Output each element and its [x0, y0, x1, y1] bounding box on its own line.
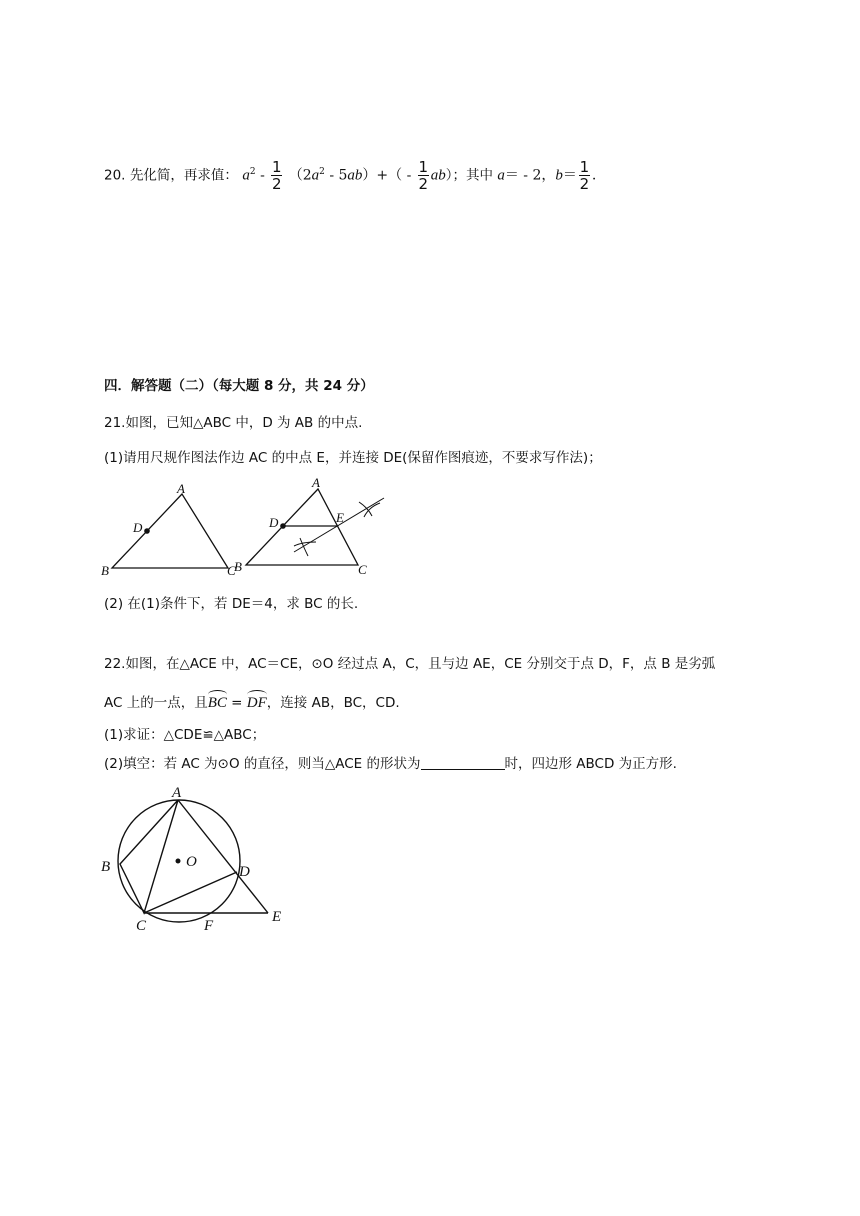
fraction-denominator: 2: [418, 175, 429, 193]
q22-part2: [104, 752, 677, 772]
q20-prompt: 先化简，再求值：: [129, 167, 238, 184]
fraction-denominator: 2: [579, 175, 590, 193]
q22-part2-pre: (2)填空：若 AC 为⊙O 的直径，则当△ACE 的形状为: [104, 756, 421, 772]
label-a: A: [177, 481, 185, 496]
q20-minus: -: [260, 167, 270, 184]
label-e: E: [272, 909, 282, 925]
arc-equals: =: [226, 695, 247, 711]
q20-var-a: a: [242, 167, 250, 184]
label-a: A: [172, 785, 182, 801]
fraction-denominator: 2: [271, 175, 282, 193]
q20-paren1-close: ）+（ -: [362, 167, 416, 184]
q20-b-var: b: [555, 167, 563, 184]
fraction-numerator: 1: [418, 158, 429, 176]
q22-line2-post: ，连接 AB，BC，CD.: [266, 695, 400, 711]
answer-blank: [421, 755, 505, 770]
q21-part2: (2) 在(1)条件下，若 DE＝4，求 BC 的长.: [104, 596, 359, 612]
q22-line2: [104, 691, 400, 712]
label-b: B: [234, 559, 242, 574]
q21-part1: (1)请用尺规作图法作边 AC 的中点 E，并连接 DE(保留作图痕迹，不要求写作法)；: [104, 450, 602, 466]
q20-fraction-half-2: [418, 160, 429, 191]
label-d: D: [269, 515, 279, 530]
perpendicular-bisector-line: [294, 498, 384, 552]
label-o: O: [186, 854, 197, 870]
label-c: C: [227, 563, 236, 578]
q20-where: ）；其中: [445, 167, 498, 184]
point-d-dot: [280, 523, 286, 529]
q20-fraction-half: [271, 160, 282, 191]
q20-end: .: [591, 167, 597, 184]
q20-minus5: - 5: [324, 167, 348, 184]
section4-heading: 四．解答题（二）（每大题 8 分，共 24 分）: [104, 378, 374, 394]
label-c: C: [358, 562, 367, 577]
q20-b-eq: ＝: [562, 167, 577, 184]
label-a: A: [312, 475, 320, 490]
arc-bc: BC: [207, 695, 227, 711]
fraction-numerator: 1: [579, 158, 590, 176]
label-c: C: [136, 918, 147, 934]
label-b: B: [101, 563, 109, 578]
q22-part1: (1)求证：△CDE≌△ABC；: [104, 727, 266, 743]
q20-fraction-half-3: [579, 160, 590, 191]
q22-line2-pre: AC 上的一点，且: [104, 695, 208, 711]
q20-line: [104, 160, 596, 191]
center-dot: [176, 859, 181, 864]
label-d: D: [133, 520, 143, 535]
segment-cd: [144, 872, 237, 913]
q22-figure-circle: [96, 780, 296, 940]
q20-ab2: ab: [430, 167, 446, 184]
label-f: F: [204, 918, 214, 934]
q20-ab1: ab: [347, 167, 363, 184]
q20-a-eq: ＝ - 2，: [504, 167, 556, 184]
q22-part2-post: 时，四边形 ABCD 为正方形.: [504, 756, 677, 772]
label-d: D: [239, 864, 250, 880]
arc-df: DF: [246, 695, 267, 711]
q21-intro: 21.如图，已知△ABC 中，D 为 AB 的中点.: [104, 415, 363, 431]
label-e: E: [336, 510, 344, 525]
point-d-dot: [144, 528, 150, 534]
label-b: B: [101, 859, 111, 875]
q20-exp: 2: [249, 166, 256, 177]
q20-paren1: （2: [288, 167, 312, 184]
q21-figure-triangle: [96, 478, 246, 578]
arc-mark-lower: [300, 538, 308, 556]
fraction-numerator: 1: [271, 158, 282, 176]
q20-exp2: 2: [319, 166, 325, 177]
q20-var-a2: a: [311, 167, 320, 184]
q20-a-var: a: [497, 167, 505, 184]
q20-number: 20.: [104, 167, 126, 184]
q21-figure-construction: [232, 470, 392, 580]
q22-line1: 22.如图，在△ACE 中，AC＝CE，⊙O 经过点 A，C，且与边 AE，CE 分别交于点 D，F，点 B 是劣弧: [104, 656, 716, 672]
